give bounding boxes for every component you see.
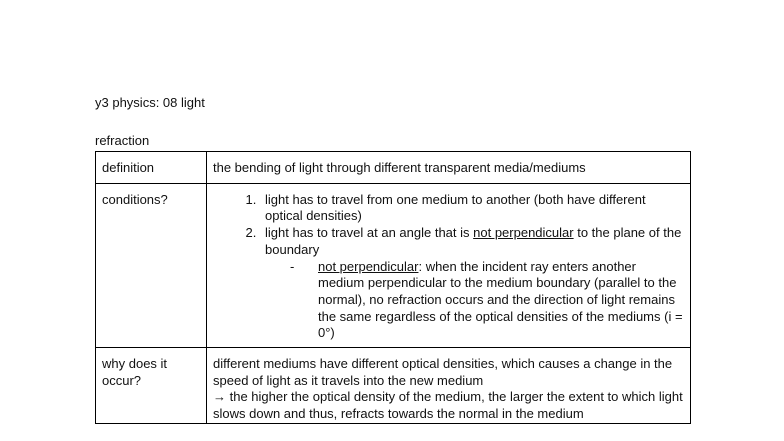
table-row-definition (96, 152, 691, 184)
page-header: y3 physics: 08 light (95, 95, 205, 110)
condition-item-2 (260, 225, 684, 342)
section-title: refraction (95, 133, 150, 148)
why-line-1: different mediums have different optical densities, which causes a change in the speed of light as it travels into the new medium (213, 356, 673, 388)
conditions-cell (207, 183, 691, 347)
condition-sub-list (265, 259, 684, 343)
conditions-list (213, 192, 684, 342)
why-label: why does it occur? (96, 348, 207, 424)
table-row-why (96, 348, 691, 424)
condition-sub-text: : when the incident ray enters another medium perpendicular to the medium boundary (parallel to the normal), no refraction occurs and the direction of light remains the same regardless of the optical densities of the mediums (i = 0°) (318, 258, 683, 341)
condition-item-2-underlined: not perpendicular (473, 225, 574, 241)
condition-item-2-prefix: light has to travel at an angle that is (265, 225, 474, 241)
why-cell (207, 348, 691, 424)
condition-sub-item (313, 259, 684, 343)
conditions-label: conditions? (96, 183, 207, 347)
table-row-conditions (96, 183, 691, 347)
condition-item-2-suffix: to the plane of the boundary (265, 225, 682, 257)
condition-sub-underlined: not perpendicular (318, 258, 419, 274)
why-line-2: → the higher the optical density of the medium, the larger the extent to which light slows down and thus, refracts towards the normal in the medium (213, 389, 683, 422)
condition-item-1-text: light has to travel from one medium to another (both have different optical densities) (265, 191, 646, 224)
condition-item-1 (260, 192, 684, 225)
definition-label: definition (96, 152, 207, 184)
refraction-table (95, 151, 691, 424)
definition-text: the bending of light through different transparent media/mediums (207, 152, 691, 184)
